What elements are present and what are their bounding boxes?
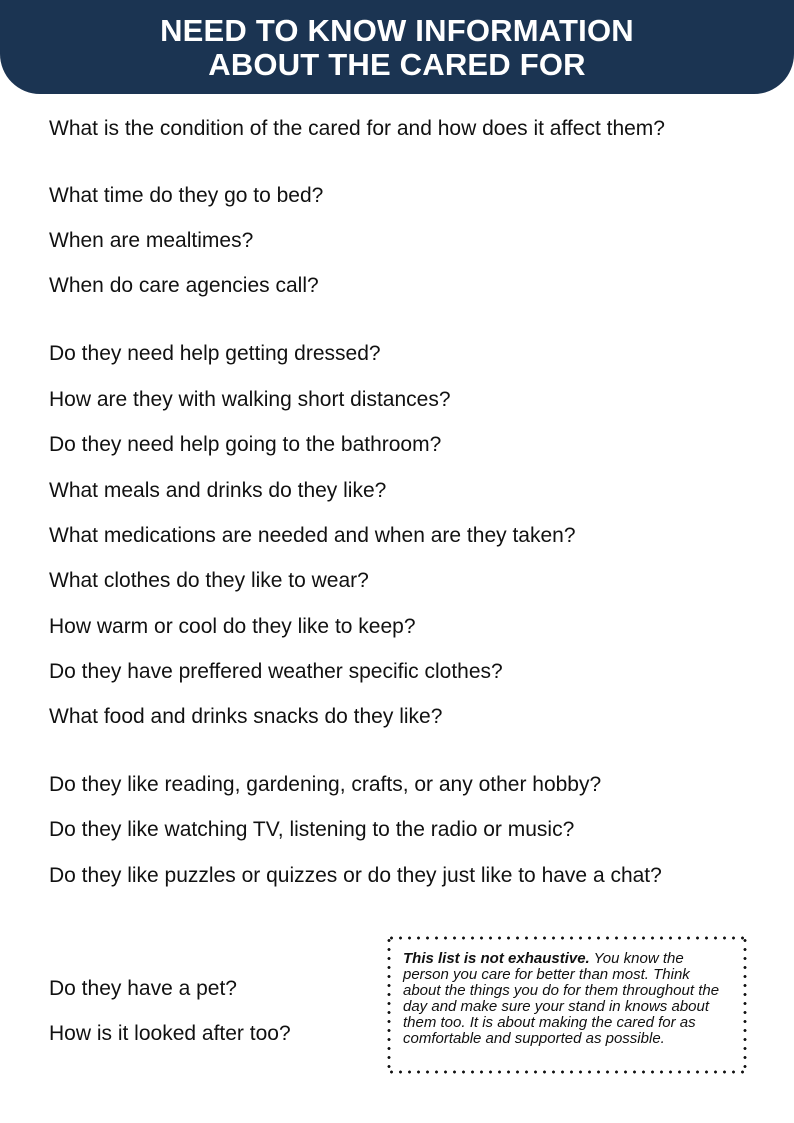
question-clothes: What clothes do they like to wear? bbox=[49, 569, 369, 592]
question-dressing: Do they need help getting dressed? bbox=[49, 342, 381, 365]
note-lead: This list is not exhaustive. bbox=[403, 950, 590, 967]
question-condition: What is the condition of the cared for and how does it affect them? bbox=[49, 117, 665, 140]
note-box bbox=[387, 936, 747, 1074]
header-title-line-1: NEED TO KNOW INFORMATION bbox=[160, 13, 634, 48]
question-hobbies: Do they like reading, gardening, crafts, or any other hobby? bbox=[49, 773, 602, 796]
question-snacks: What food and drinks snacks do they like? bbox=[49, 705, 443, 728]
question-medications: What medications are needed and when are they taken? bbox=[49, 524, 576, 547]
question-puzzles-chat: Do they like puzzles or quizzes or do they just like to have a chat? bbox=[49, 864, 662, 887]
question-bathroom: Do they need help going to the bathroom? bbox=[49, 433, 442, 456]
question-meals-drinks: What meals and drinks do they like? bbox=[49, 479, 387, 502]
question-weather-clothes: Do they have preffered weather specific clothes? bbox=[49, 660, 503, 683]
question-pet: Do they have a pet? bbox=[49, 977, 237, 1000]
question-care-agencies: When do care agencies call? bbox=[49, 274, 319, 297]
question-temperature: How warm or cool do they like to keep? bbox=[49, 615, 416, 638]
header-banner bbox=[0, 0, 794, 94]
question-pet-care: How is it looked after too? bbox=[49, 1022, 291, 1045]
question-walking: How are they with walking short distances? bbox=[49, 388, 451, 411]
question-mealtimes: When are mealtimes? bbox=[49, 229, 254, 252]
note-text bbox=[387, 936, 747, 1047]
note-body: You know the person you care for better than most. Think about the things you do for them throughout the day and make sure your stand in knows about them too. It is about making the cared for as comfortable and supported as possible. bbox=[403, 950, 720, 1047]
header-title-line-2: ABOUT THE CARED FOR bbox=[208, 47, 586, 82]
question-bedtime: What time do they go to bed? bbox=[49, 184, 324, 207]
question-tv-radio: Do they like watching TV, listening to the radio or music? bbox=[49, 818, 575, 841]
